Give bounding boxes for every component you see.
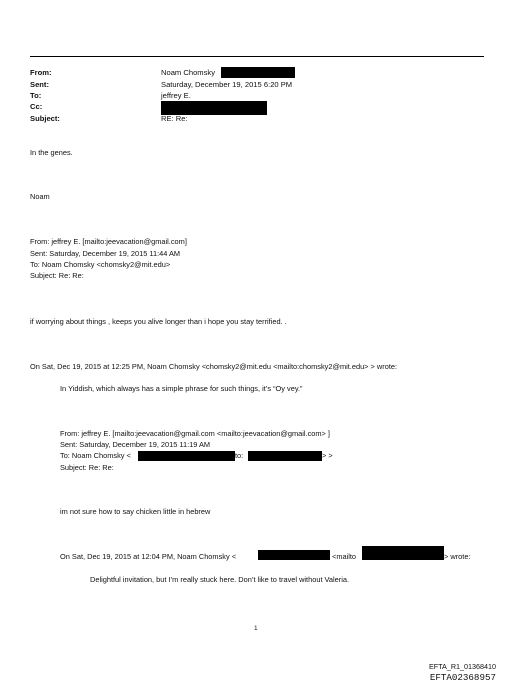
header-rule bbox=[30, 56, 484, 57]
from-value: Noam Chomsky bbox=[161, 68, 216, 77]
cc-label: Cc: bbox=[30, 102, 43, 111]
to-mailto-fragment: to: bbox=[235, 451, 244, 460]
quote-message: Delightful invitation, but I’m really stuck here. Don’t like to travel without Valeria. bbox=[90, 575, 350, 584]
redaction-block bbox=[138, 451, 235, 461]
to-value: jeffrey E. bbox=[161, 91, 191, 100]
quote-sent-line: Sent: Saturday, December 19, 2015 11:19 AM bbox=[60, 440, 211, 449]
quote-from-line: From: jeffrey E. [mailto:jeevacation@gmail.com] bbox=[30, 237, 187, 246]
bates-stamp-primary: EFTA_R1_01368410 bbox=[429, 662, 496, 671]
quote-from-line: From: jeffrey E. [mailto:jeevacation@gmail.com <mailto:jeevacation@gmail.com> ] bbox=[60, 429, 330, 438]
subject-value: RE: Re: bbox=[161, 114, 188, 123]
to-label: To: bbox=[30, 91, 42, 100]
quote-on-wrote-line bbox=[60, 552, 236, 561]
page-number: 1 bbox=[254, 625, 258, 632]
quote-subject-line: Subject: Re: Re: bbox=[60, 463, 114, 472]
from-label: From: bbox=[30, 68, 52, 77]
to-end-fragment: > > bbox=[322, 451, 333, 460]
redaction-block bbox=[161, 101, 267, 115]
quote-to-line: To: Noam Chomsky <chomsky2@mit.edu> bbox=[30, 260, 171, 269]
quote-message: im not sure how to say chicken little in hebrew bbox=[60, 507, 211, 516]
quote-on-wrote-line: On Sat, Dec 19, 2015 at 12:25 PM, Noam Chomsky <chomsky2@mit.edu <mailto:chomsky2@mit.edu> > wrote: bbox=[30, 362, 398, 371]
on-prefix: On Sat, Dec 19, 2015 at 12:04 PM, Noam Chomsky < bbox=[60, 552, 237, 561]
sent-label: Sent: bbox=[30, 80, 49, 89]
redaction-block bbox=[248, 451, 322, 461]
redaction-block bbox=[362, 546, 444, 560]
body-line: In the genes. bbox=[30, 148, 73, 157]
on-mailto-fragment: <mailto bbox=[332, 552, 357, 561]
on-end-fragment: > wrote: bbox=[444, 552, 471, 561]
redaction-block bbox=[221, 67, 295, 78]
to-prefix: To: Noam Chomsky < bbox=[60, 451, 131, 460]
quote-subject-line: Subject: Re: Re: bbox=[30, 271, 84, 280]
redaction-block bbox=[258, 550, 330, 560]
quote-to-line bbox=[60, 451, 131, 460]
signature: Noam bbox=[30, 192, 50, 201]
bates-stamp-secondary: EFTA02368957 bbox=[429, 672, 496, 683]
quote-message: if worrying about things , keeps you alive longer than i hope you stay terrified. . bbox=[30, 317, 287, 326]
quote-message: In Yiddish, which always has a simple phrase for such things, it’s “Oy vey.” bbox=[60, 384, 303, 393]
sent-value: Saturday, December 19, 2015 6:20 PM bbox=[161, 80, 293, 89]
quote-sent-line: Sent: Saturday, December 19, 2015 11:44 AM bbox=[30, 249, 181, 258]
subject-label: Subject: bbox=[30, 114, 60, 123]
